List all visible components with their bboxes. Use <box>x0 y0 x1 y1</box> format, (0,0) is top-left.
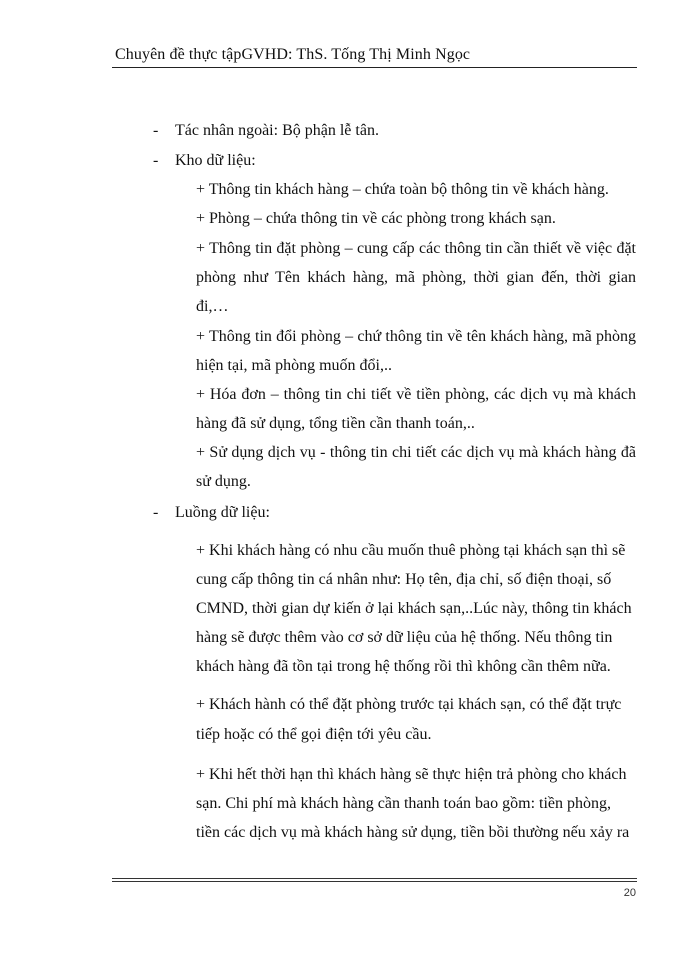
data-flow-line: khách hàng đã tồn tại trong hệ thống rồi thì không cần thêm nữa. <box>196 658 611 675</box>
page-number: 20 <box>623 887 636 899</box>
data-store-line: + Thông tin đặt phòng – cung cấp các thông tin cần thiết về việc đặt <box>196 240 636 257</box>
data-flow-line: tiếp hoặc có thể gọi điện tới yêu cầu. <box>196 726 432 743</box>
data-store-line: phòng như Tên khách hàng, mã phòng, thời gian đến, thời gian <box>196 269 636 286</box>
data-store-line: đi,… <box>196 298 229 315</box>
data-flow-line: + Khách hành có thể đặt phòng trước tại khách sạn, có thể đặt trực <box>196 696 622 713</box>
data-store-line: + Hóa đơn – thông tin chi tiết về tiền phòng, các dịch vụ mà khách <box>196 386 636 403</box>
bullet-dash: - <box>153 152 159 169</box>
page-header: Chuyên đề thực tậpGVHD: ThS. Tống Thị Minh Ngọc <box>115 46 471 63</box>
data-store-line: sử dụng. <box>196 473 251 490</box>
data-store-line: hàng đã sử dụng, tổng tiền cần thanh toán,.. <box>196 415 475 432</box>
data-flow-line: cung cấp thông tin cá nhân như: Họ tên, địa chỉ, số điện thoại, số <box>196 571 612 588</box>
data-store-line: + Phòng – chứa thông tin về các phòng trong khách sạn. <box>196 210 556 227</box>
data-store-line: hiện tại, mã phòng muốn đổi,.. <box>196 357 392 374</box>
footer-rule <box>112 878 637 879</box>
data-flow-line: hàng sẽ được thêm vào cơ sở dữ liệu của hệ thống. Nếu thông tin <box>196 629 613 646</box>
external-actor-text: Tác nhân ngoài: Bộ phận lễ tân. <box>175 122 379 139</box>
data-store-line: + Thông tin khách hàng – chứa toàn bộ thông tin về khách hàng. <box>196 181 609 198</box>
bullet-dash: - <box>153 122 159 139</box>
data-flow-line: sạn. Chi phí mà khách hàng cần thanh toán bao gồm: tiền phòng, <box>196 795 612 812</box>
data-store-title: Kho dữ liệu: <box>175 152 256 169</box>
bullet-dash: - <box>153 504 159 521</box>
data-store-line: + Sử dụng dịch vụ - thông tin chi tiết các dịch vụ mà khách hàng đã <box>196 444 636 461</box>
footer-rule <box>112 881 637 882</box>
data-flow-line: + Khi khách hàng có nhu cầu muốn thuê phòng tại khách sạn thì sẽ <box>196 542 626 559</box>
data-flow-line: tiền các dịch vụ mà khách hàng sử dụng, tiền bồi thường nếu xảy ra <box>196 824 630 841</box>
data-store-line: + Thông tin đổi phòng – chứ thông tin về tên khách hàng, mã phòng <box>196 328 636 345</box>
data-flow-title: Luồng dữ liệu: <box>175 504 270 521</box>
data-flow-line: + Khi hết thời hạn thì khách hàng sẽ thực hiện trả phòng cho khách <box>196 766 627 783</box>
data-flow-line: CMND, thời gian dự kiến ở lại khách sạn,..Lúc này, thông tin khách <box>196 600 632 617</box>
